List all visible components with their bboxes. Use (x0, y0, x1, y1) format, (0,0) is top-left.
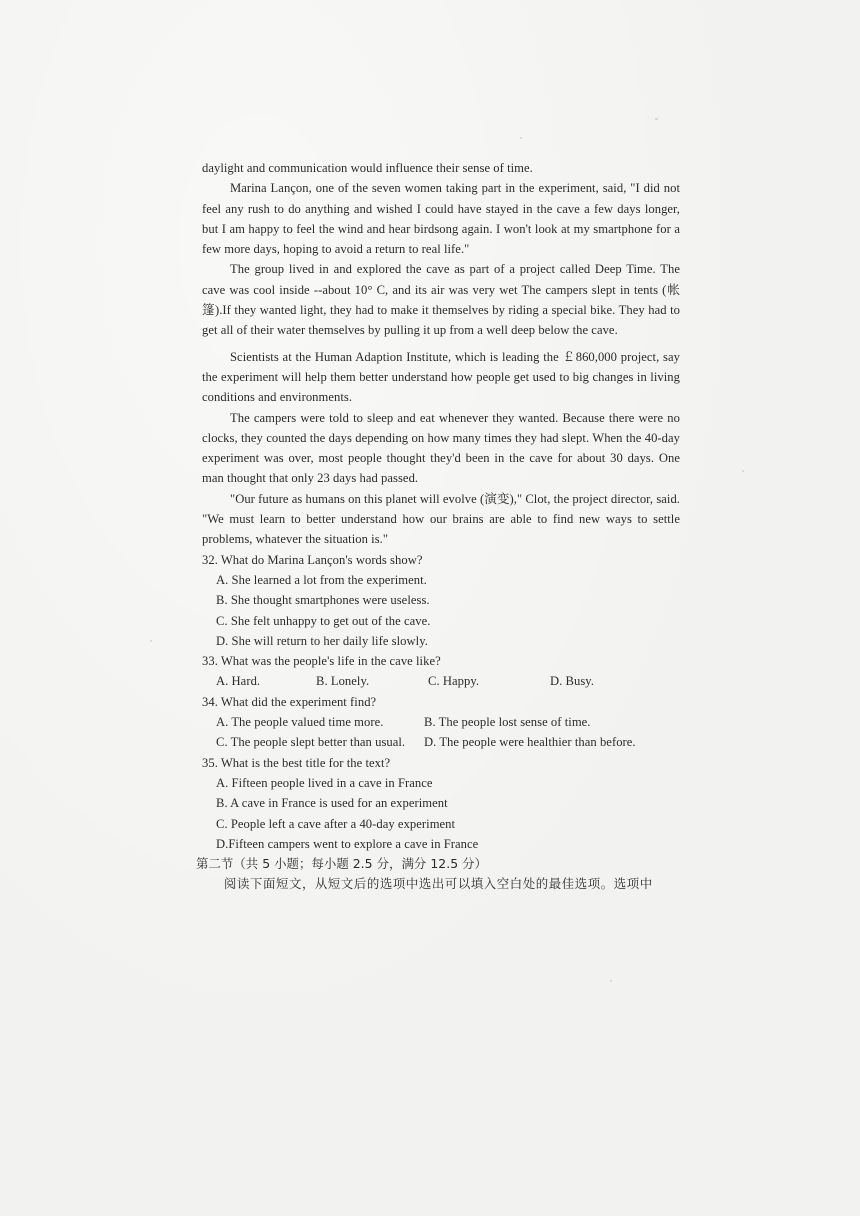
answer-option: A. Fifteen people lived in a cave in France (216, 775, 433, 790)
page-content (196, 158, 681, 895)
answer-options-row (202, 732, 680, 752)
scan-speck (655, 118, 658, 120)
scan-speck (610, 980, 612, 982)
passage (202, 158, 680, 550)
answer-option: D. Busy. (550, 674, 595, 689)
question-32 (202, 550, 680, 651)
question-34 (202, 692, 680, 753)
answer-option: A. She learned a lot from the experiment. (216, 572, 427, 587)
answer-options-row (202, 671, 680, 691)
answer-option: B. The people lost sense of time. (424, 715, 591, 730)
question-33 (202, 651, 680, 692)
question-stem: 35. What is the best title for the text? (202, 755, 391, 770)
answer-option: B. Lonely. (316, 674, 370, 689)
question-35 (202, 753, 680, 854)
section-heading: 第二节（共 5 小题；每小题 2.5 分，满分 12.5 分） (196, 856, 487, 872)
section-instruction: 阅读下面短文，从短文后的选项中选出可以填入空白处的最佳选项。选项中 (224, 876, 653, 892)
passage-paragraph: The campers were told to sleep and eat whenever they wanted. Because there were no clocks, they counted the days depending on how many times they had slept. When the 40-day experiment was over, most people thought they'd been in the cave for about 30 days. One man thought that only 23 days had passed. (202, 410, 680, 486)
passage-paragraph: daylight and communication would influence their sense of time. (202, 161, 533, 175)
answer-option: C. Happy. (428, 674, 480, 689)
answer-option: D.Fifteen campers went to explore a cave in France (216, 836, 479, 851)
question-stem: 33. What was the people's life in the cave like? (202, 654, 441, 669)
answer-options-row (202, 712, 680, 732)
scan-speck (742, 470, 744, 472)
answer-option: C. She felt unhappy to get out of the cave. (216, 613, 431, 628)
passage-paragraph: "Our future as humans on this planet will evolve (演变)," Clot, the project director, said. "We must learn to better understand how our brains are able to find new ways to settle problems, whatever the situation is." (202, 491, 681, 547)
answer-option: B. A cave in France is used for an experiment (216, 796, 448, 811)
question-stem: 32. What do Marina Lançon's words show? (202, 552, 423, 567)
answer-option: D. The people were healthier than before. (424, 735, 636, 750)
passage-paragraph: Scientists at the Human Adaption Institute, which is leading the ￡860,000 project, say the experiment will help them better understand how people get used to big changes in living conditions and environments. (202, 349, 680, 405)
passage-paragraph: The group lived in and explored the cave as part of a project called Deep Time. The cave was cool inside --about 10° C, and its air was very wet The campers slept in tents (帐篷).If they wanted light, they had to make it themselves by riding a special bike. They had to get all of their water themselves by pulling it up from a well deep below the cave. (202, 262, 680, 338)
answer-option: A. Hard. (216, 674, 261, 689)
answer-option: B. She thought smartphones were useless. (216, 593, 430, 608)
passage-paragraph: Marina Lançon, one of the seven women taking part in the experiment, said, "I did not feel any rush to do anything and wished I could have stayed in the cave a few days longer, but I am happy to feel the wind and hear birdsong again. I won't look at my smartphone for a few more days, hoping to avoid a return to real life." (202, 181, 680, 257)
scan-speck (520, 137, 522, 139)
answer-option: C. People left a cave after a 40-day experiment (216, 816, 456, 831)
scan-speck (150, 640, 152, 642)
answer-option: D. She will return to her daily life slowly. (216, 633, 428, 648)
answer-option: C. The people slept better than usual. (216, 735, 406, 750)
answer-option: A. The people valued time more. (216, 715, 384, 730)
question-stem: 34. What did the experiment find? (202, 694, 377, 709)
